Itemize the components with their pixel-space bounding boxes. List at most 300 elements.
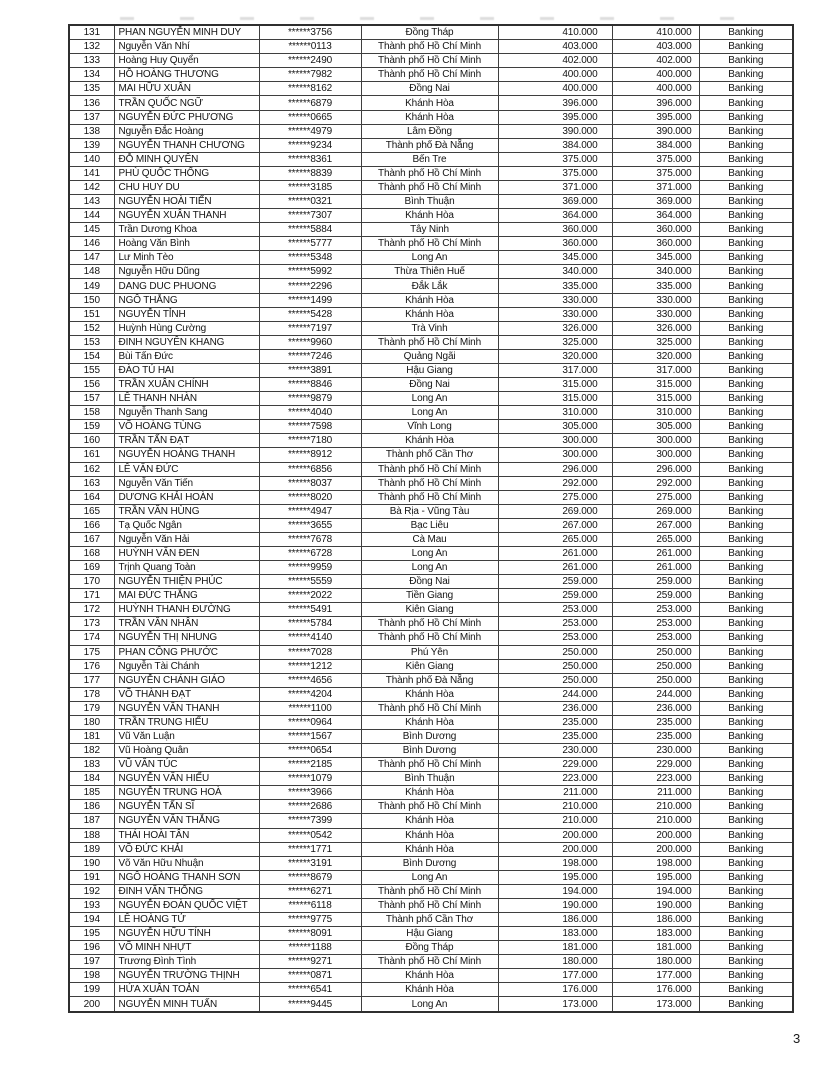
amount2-cell: 267.000 <box>612 518 699 532</box>
province-cell: Thành phố Hồ Chí Minh <box>361 166 498 180</box>
channel-cell: Banking <box>699 68 793 82</box>
name-cell: Nguyễn Văn Nhí <box>114 40 259 54</box>
province-cell: Đồng Tháp <box>361 941 498 955</box>
channel-cell: Banking <box>699 561 793 575</box>
amount-cell: 235.000 <box>498 729 612 743</box>
amount2-cell: 236.000 <box>612 701 699 715</box>
name-cell: Hoàng Văn Bình <box>114 237 259 251</box>
province-cell: Khánh Hòa <box>361 687 498 701</box>
amount2-cell: 261.000 <box>612 546 699 560</box>
amount2-cell: 403.000 <box>612 40 699 54</box>
amount-cell: 345.000 <box>498 251 612 265</box>
amount-cell: 259.000 <box>498 575 612 589</box>
amount-cell: 330.000 <box>498 293 612 307</box>
table-row <box>69 715 793 729</box>
amount2-cell: 250.000 <box>612 659 699 673</box>
row-number-cell: 178 <box>69 687 114 701</box>
province-cell: Thành phố Hồ Chí Minh <box>361 462 498 476</box>
channel-cell: Banking <box>699 110 793 124</box>
account-cell: ******9234 <box>259 138 361 152</box>
name-cell: THÁI HOÀI TÂN <box>114 828 259 842</box>
name-cell: Hoàng Huy Quyển <box>114 54 259 68</box>
account-cell: ******5777 <box>259 237 361 251</box>
table-row <box>69 589 793 603</box>
channel-cell: Banking <box>699 659 793 673</box>
amount-cell: 186.000 <box>498 913 612 927</box>
amount-cell: 275.000 <box>498 490 612 504</box>
province-cell: Kiên Giang <box>361 603 498 617</box>
account-cell: ******1771 <box>259 842 361 856</box>
province-cell: Bình Thuận <box>361 195 498 209</box>
row-number-cell: 164 <box>69 490 114 504</box>
channel-cell: Banking <box>699 884 793 898</box>
name-cell: MAI ĐỨC THẮNG <box>114 589 259 603</box>
channel-cell: Banking <box>699 82 793 96</box>
account-cell: ******9271 <box>259 955 361 969</box>
account-cell: ******8020 <box>259 490 361 504</box>
amount2-cell: 310.000 <box>612 406 699 420</box>
province-cell: Thành phố Hồ Chí Minh <box>361 631 498 645</box>
table-row <box>69 645 793 659</box>
name-cell: Nguyễn Tài Chánh <box>114 659 259 673</box>
table-row <box>69 659 793 673</box>
amount-cell: 402.000 <box>498 54 612 68</box>
row-number-cell: 134 <box>69 68 114 82</box>
province-cell: Khánh Hòa <box>361 715 498 729</box>
amount-cell: 364.000 <box>498 209 612 223</box>
account-cell: ******4204 <box>259 687 361 701</box>
table-row <box>69 166 793 180</box>
table-body <box>69 25 793 1012</box>
amount-cell: 173.000 <box>498 997 612 1012</box>
amount-cell: 261.000 <box>498 561 612 575</box>
name-cell: Trịnh Quang Toàn <box>114 561 259 575</box>
channel-cell: Banking <box>699 279 793 293</box>
amount-cell: 317.000 <box>498 363 612 377</box>
amount-cell: 360.000 <box>498 223 612 237</box>
table-row <box>69 913 793 927</box>
name-cell: NGUYỄN VĂN THANH <box>114 701 259 715</box>
province-cell: Thành phố Hồ Chí Minh <box>361 237 498 251</box>
name-cell: MAI HỮU XUÂN <box>114 82 259 96</box>
account-cell: ******3655 <box>259 518 361 532</box>
province-cell: Thành phố Hồ Chí Minh <box>361 180 498 194</box>
province-cell: Khánh Hòa <box>361 969 498 983</box>
amount-cell: 384.000 <box>498 138 612 152</box>
amount-cell: 253.000 <box>498 617 612 631</box>
row-number-cell: 167 <box>69 532 114 546</box>
amount-cell: 300.000 <box>498 448 612 462</box>
name-cell: TRẦN QUỐC NGỮ <box>114 96 259 110</box>
name-cell: PHAN NGUYỄN MINH DUY <box>114 25 259 40</box>
amount2-cell: 194.000 <box>612 884 699 898</box>
table-row <box>69 800 793 814</box>
table-row <box>69 504 793 518</box>
table-row <box>69 701 793 715</box>
row-number-cell: 133 <box>69 54 114 68</box>
name-cell: Võ Văn Hữu Nhuận <box>114 856 259 870</box>
account-cell: ******5491 <box>259 603 361 617</box>
amount-cell: 410.000 <box>498 25 612 40</box>
row-number-cell: 182 <box>69 744 114 758</box>
amount2-cell: 250.000 <box>612 645 699 659</box>
row-number-cell: 190 <box>69 856 114 870</box>
amount2-cell: 230.000 <box>612 744 699 758</box>
row-number-cell: 135 <box>69 82 114 96</box>
account-cell: ******2022 <box>259 589 361 603</box>
amount-cell: 300.000 <box>498 434 612 448</box>
account-cell: ******5884 <box>259 223 361 237</box>
name-cell: NGUYỄN ĐỨC PHƯƠNG <box>114 110 259 124</box>
account-cell: ******1567 <box>259 729 361 743</box>
account-cell: ******6271 <box>259 884 361 898</box>
channel-cell: Banking <box>699 195 793 209</box>
amount2-cell: 211.000 <box>612 786 699 800</box>
account-cell: ******7180 <box>259 434 361 448</box>
account-cell: ******8162 <box>259 82 361 96</box>
province-cell: Thành phố Hồ Chí Minh <box>361 898 498 912</box>
channel-cell: Banking <box>699 842 793 856</box>
amount2-cell: 395.000 <box>612 110 699 124</box>
amount-cell: 236.000 <box>498 701 612 715</box>
amount-cell: 253.000 <box>498 603 612 617</box>
channel-cell: Banking <box>699 913 793 927</box>
amount-cell: 360.000 <box>498 237 612 251</box>
account-cell: ******1499 <box>259 293 361 307</box>
channel-cell: Banking <box>699 983 793 997</box>
amount2-cell: 253.000 <box>612 631 699 645</box>
row-number-cell: 191 <box>69 870 114 884</box>
amount2-cell: 410.000 <box>612 25 699 40</box>
name-cell: NGUYỄN VĂN HIẾU <box>114 772 259 786</box>
name-cell: Lư Minh Tèo <box>114 251 259 265</box>
amount2-cell: 176.000 <box>612 983 699 997</box>
province-cell: Khánh Hòa <box>361 293 498 307</box>
account-cell: ******0654 <box>259 744 361 758</box>
province-cell: Bình Dương <box>361 856 498 870</box>
table-row <box>69 687 793 701</box>
channel-cell: Banking <box>699 927 793 941</box>
row-number-cell: 165 <box>69 504 114 518</box>
name-cell: Nguyễn Hữu Dũng <box>114 265 259 279</box>
account-cell: ******8839 <box>259 166 361 180</box>
account-cell: ******8912 <box>259 448 361 462</box>
table-row <box>69 490 793 504</box>
row-number-cell: 153 <box>69 335 114 349</box>
name-cell: DANG DUC PHUONG <box>114 279 259 293</box>
name-cell: NGÔ THẮNG <box>114 293 259 307</box>
account-cell: ******4656 <box>259 673 361 687</box>
amount2-cell: 300.000 <box>612 434 699 448</box>
province-cell: Thành phố Hồ Chí Minh <box>361 54 498 68</box>
account-cell: ******7982 <box>259 68 361 82</box>
channel-cell: Banking <box>699 335 793 349</box>
province-cell: Thành phố Hồ Chí Minh <box>361 476 498 490</box>
row-number-cell: 131 <box>69 25 114 40</box>
channel-cell: Banking <box>699 138 793 152</box>
amount2-cell: 296.000 <box>612 462 699 476</box>
row-number-cell: 200 <box>69 997 114 1012</box>
amount-cell: 200.000 <box>498 842 612 856</box>
row-number-cell: 179 <box>69 701 114 715</box>
name-cell: Tạ Quốc Ngân <box>114 518 259 532</box>
amount-cell: 320.000 <box>498 349 612 363</box>
table-row <box>69 631 793 645</box>
name-cell: ĐỖ MINH QUYÊN <box>114 152 259 166</box>
amount-cell: 244.000 <box>498 687 612 701</box>
province-cell: Đồng Nai <box>361 575 498 589</box>
amount-cell: 315.000 <box>498 378 612 392</box>
name-cell: NGUYỄN THIỆN PHÚC <box>114 575 259 589</box>
name-cell: NGUYỄN TỈNH <box>114 307 259 321</box>
amount-cell: 371.000 <box>498 180 612 194</box>
row-number-cell: 183 <box>69 758 114 772</box>
amount-cell: 190.000 <box>498 898 612 912</box>
amount-cell: 267.000 <box>498 518 612 532</box>
row-number-cell: 177 <box>69 673 114 687</box>
table-row <box>69 96 793 110</box>
account-cell: ******8091 <box>259 927 361 941</box>
row-number-cell: 143 <box>69 195 114 209</box>
province-cell: Thừa Thiên Huế <box>361 265 498 279</box>
province-cell: Hậu Giang <box>361 927 498 941</box>
province-cell: Thành phố Hồ Chí Minh <box>361 490 498 504</box>
channel-cell: Banking <box>699 856 793 870</box>
name-cell: TRẦN VĂN HÙNG <box>114 504 259 518</box>
amount2-cell: 340.000 <box>612 265 699 279</box>
amount-cell: 177.000 <box>498 969 612 983</box>
name-cell: HUỲNH THANH ĐƯỜNG <box>114 603 259 617</box>
account-cell: ******1212 <box>259 659 361 673</box>
amount2-cell: 235.000 <box>612 729 699 743</box>
row-number-cell: 199 <box>69 983 114 997</box>
amount-cell: 250.000 <box>498 673 612 687</box>
amount2-cell: 275.000 <box>612 490 699 504</box>
account-cell: ******5992 <box>259 265 361 279</box>
province-cell: Bình Dương <box>361 729 498 743</box>
channel-cell: Banking <box>699 729 793 743</box>
amount2-cell: 317.000 <box>612 363 699 377</box>
amount-cell: 176.000 <box>498 983 612 997</box>
row-number-cell: 150 <box>69 293 114 307</box>
amount2-cell: 400.000 <box>612 82 699 96</box>
province-cell: Đồng Nai <box>361 378 498 392</box>
row-number-cell: 141 <box>69 166 114 180</box>
account-cell: ******6541 <box>259 983 361 997</box>
table-row <box>69 983 793 997</box>
amount-cell: 259.000 <box>498 589 612 603</box>
province-cell: Long An <box>361 561 498 575</box>
amount2-cell: 292.000 <box>612 476 699 490</box>
row-number-cell: 149 <box>69 279 114 293</box>
province-cell: Khánh Hòa <box>361 434 498 448</box>
name-cell: VÕ THÀNH ĐẠT <box>114 687 259 701</box>
amount-cell: 183.000 <box>498 927 612 941</box>
name-cell: LÊ THANH NHÀN <box>114 392 259 406</box>
row-number-cell: 162 <box>69 462 114 476</box>
row-number-cell: 195 <box>69 927 114 941</box>
province-cell: Cà Mau <box>361 532 498 546</box>
row-number-cell: 137 <box>69 110 114 124</box>
channel-cell: Banking <box>699 941 793 955</box>
amount-cell: 335.000 <box>498 279 612 293</box>
account-cell: ******7246 <box>259 349 361 363</box>
account-cell: ******7598 <box>259 420 361 434</box>
row-number-cell: 157 <box>69 392 114 406</box>
channel-cell: Banking <box>699 223 793 237</box>
name-cell: Vũ Hoàng Quân <box>114 744 259 758</box>
channel-cell: Banking <box>699 546 793 560</box>
account-cell: ******1100 <box>259 701 361 715</box>
table-row <box>69 279 793 293</box>
province-cell: Tây Ninh <box>361 223 498 237</box>
province-cell: Long An <box>361 406 498 420</box>
table-row <box>69 265 793 279</box>
row-number-cell: 172 <box>69 603 114 617</box>
channel-cell: Banking <box>699 532 793 546</box>
row-number-cell: 169 <box>69 561 114 575</box>
account-cell: ******9775 <box>259 913 361 927</box>
table-row <box>69 870 793 884</box>
province-cell: Khánh Hòa <box>361 814 498 828</box>
account-cell: ******6728 <box>259 546 361 560</box>
channel-cell: Banking <box>699 180 793 194</box>
channel-cell: Banking <box>699 828 793 842</box>
amount-cell: 296.000 <box>498 462 612 476</box>
amount2-cell: 190.000 <box>612 898 699 912</box>
amount2-cell: 330.000 <box>612 307 699 321</box>
account-cell: ******2686 <box>259 800 361 814</box>
amount2-cell: 200.000 <box>612 842 699 856</box>
name-cell: LÊ VĂN ĐỨC <box>114 462 259 476</box>
amount2-cell: 315.000 <box>612 378 699 392</box>
channel-cell: Banking <box>699 307 793 321</box>
table-row <box>69 25 793 40</box>
channel-cell: Banking <box>699 617 793 631</box>
name-cell: Vũ Văn Luận <box>114 729 259 743</box>
name-cell: Nguyễn Thanh Sang <box>114 406 259 420</box>
table-row <box>69 335 793 349</box>
name-cell: NGUYỄN THANH CHƯƠNG <box>114 138 259 152</box>
row-number-cell: 174 <box>69 631 114 645</box>
table-row <box>69 363 793 377</box>
amount-cell: 325.000 <box>498 335 612 349</box>
name-cell: CHU HUY DU <box>114 180 259 194</box>
table-row <box>69 546 793 560</box>
name-cell: NGUYỄN TRƯỜNG THỊNH <box>114 969 259 983</box>
name-cell: Trần Dương Khoa <box>114 223 259 237</box>
province-cell: Thành phố Cần Thơ <box>361 913 498 927</box>
table-row <box>69 969 793 983</box>
table-row <box>69 603 793 617</box>
table-row <box>69 237 793 251</box>
amount2-cell: 330.000 <box>612 293 699 307</box>
row-number-cell: 140 <box>69 152 114 166</box>
table-row <box>69 293 793 307</box>
row-number-cell: 144 <box>69 209 114 223</box>
row-number-cell: 166 <box>69 518 114 532</box>
table-row <box>69 575 793 589</box>
province-cell: Đắk Lắk <box>361 279 498 293</box>
channel-cell: Banking <box>699 251 793 265</box>
name-cell: VÕ MINH NHỰT <box>114 941 259 955</box>
table-row <box>69 758 793 772</box>
account-cell: ******9960 <box>259 335 361 349</box>
amount-cell: 269.000 <box>498 504 612 518</box>
account-cell: ******5559 <box>259 575 361 589</box>
amount2-cell: 335.000 <box>612 279 699 293</box>
amount2-cell: 180.000 <box>612 955 699 969</box>
table-row <box>69 321 793 335</box>
account-cell: ******3185 <box>259 180 361 194</box>
province-cell: Khánh Hòa <box>361 110 498 124</box>
name-cell: NGUYỄN TẤN SĨ <box>114 800 259 814</box>
amount2-cell: 200.000 <box>612 828 699 842</box>
amount2-cell: 223.000 <box>612 772 699 786</box>
row-number-cell: 145 <box>69 223 114 237</box>
account-cell: ******5428 <box>259 307 361 321</box>
province-cell: Bạc Liêu <box>361 518 498 532</box>
row-number-cell: 170 <box>69 575 114 589</box>
province-cell: Bến Tre <box>361 152 498 166</box>
amount-cell: 395.000 <box>498 110 612 124</box>
amount2-cell: 244.000 <box>612 687 699 701</box>
province-cell: Thành phố Hồ Chí Minh <box>361 955 498 969</box>
account-cell: ******8037 <box>259 476 361 490</box>
row-number-cell: 151 <box>69 307 114 321</box>
channel-cell: Banking <box>699 997 793 1012</box>
name-cell: Nguyễn Văn Tiến <box>114 476 259 490</box>
province-cell: Vĩnh Long <box>361 420 498 434</box>
province-cell: Thành phố Hồ Chí Minh <box>361 701 498 715</box>
province-cell: Long An <box>361 870 498 884</box>
account-cell: ******5784 <box>259 617 361 631</box>
row-number-cell: 168 <box>69 546 114 560</box>
channel-cell: Banking <box>699 631 793 645</box>
province-cell: Long An <box>361 251 498 265</box>
account-cell: ******0542 <box>259 828 361 842</box>
table-row <box>69 828 793 842</box>
name-cell: VÕ HOÀNG TÙNG <box>114 420 259 434</box>
channel-cell: Banking <box>699 392 793 406</box>
name-cell: Bùi Tấn Đức <box>114 349 259 363</box>
channel-cell: Banking <box>699 349 793 363</box>
row-number-cell: 136 <box>69 96 114 110</box>
province-cell: Thành phố Hồ Chí Minh <box>361 40 498 54</box>
province-cell: Long An <box>361 392 498 406</box>
table-row <box>69 138 793 152</box>
row-number-cell: 175 <box>69 645 114 659</box>
channel-cell: Banking <box>699 673 793 687</box>
row-number-cell: 194 <box>69 913 114 927</box>
amount-cell: 200.000 <box>498 828 612 842</box>
channel-cell: Banking <box>699 504 793 518</box>
amount2-cell: 183.000 <box>612 927 699 941</box>
province-cell: Thành phố Cần Thơ <box>361 448 498 462</box>
channel-cell: Banking <box>699 209 793 223</box>
account-cell: ******7307 <box>259 209 361 223</box>
account-cell: ******2296 <box>259 279 361 293</box>
name-cell: NGUYỄN HOÀI TIẾN <box>114 195 259 209</box>
table-row <box>69 448 793 462</box>
name-cell: TRẦN TRUNG HIẾU <box>114 715 259 729</box>
province-cell: Khánh Hòa <box>361 96 498 110</box>
amount-cell: 198.000 <box>498 856 612 870</box>
amount-cell: 250.000 <box>498 645 612 659</box>
name-cell: PHÙ QUỐC THỐNG <box>114 166 259 180</box>
amount2-cell: 384.000 <box>612 138 699 152</box>
table-row <box>69 842 793 856</box>
